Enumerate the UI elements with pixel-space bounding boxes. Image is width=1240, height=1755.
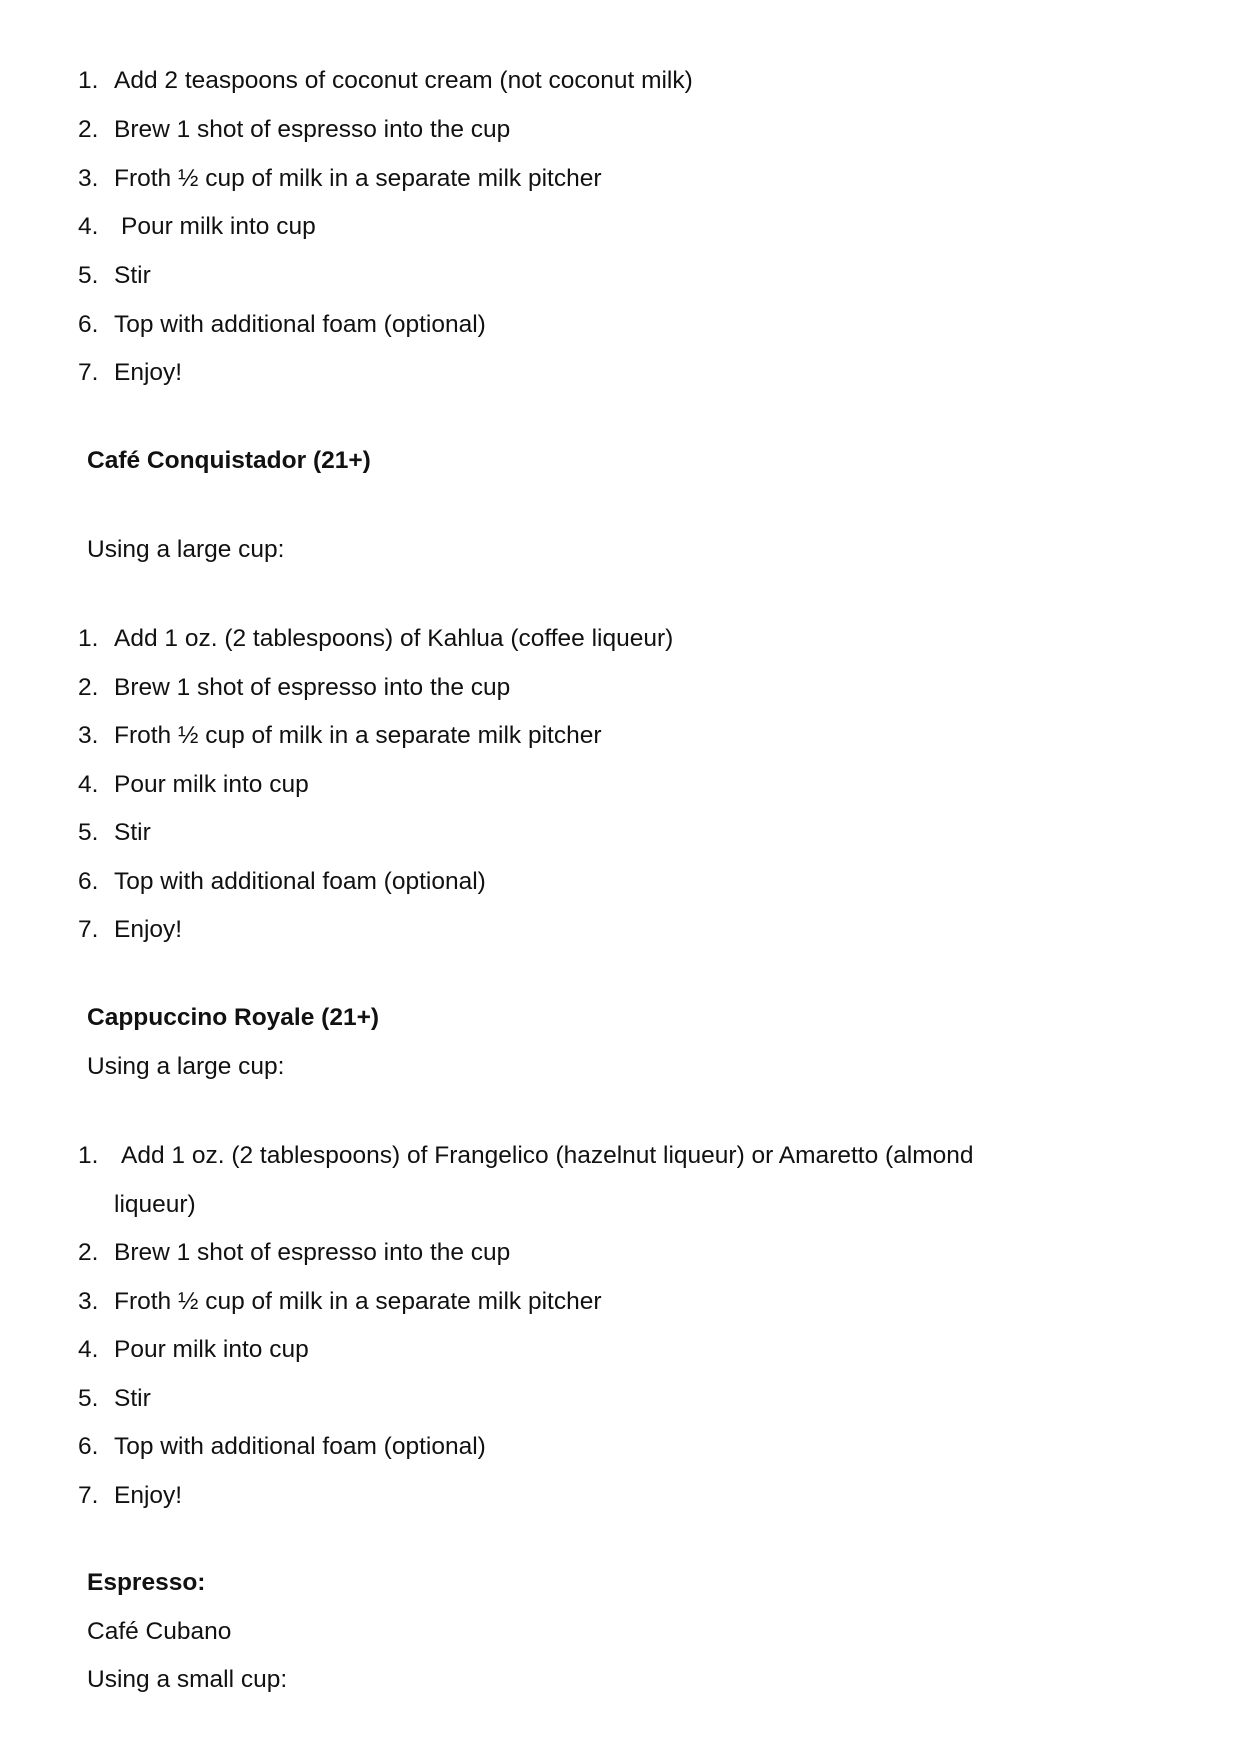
item-number: 4. [78, 1336, 99, 1363]
item-number: 3. [78, 722, 99, 749]
item-text: Stir [114, 1385, 151, 1412]
section-intro: Using a large cup: [87, 1053, 285, 1080]
item-number: 5. [78, 819, 99, 846]
item-number: 6. [78, 868, 99, 895]
item-text: Brew 1 shot of espresso into the cup [114, 1239, 511, 1266]
item-number: 1. [78, 625, 99, 652]
item-number: 3. [78, 165, 99, 192]
item-number: 2. [78, 674, 99, 701]
section-subheading: Café Cubano [87, 1618, 232, 1645]
item-text: Enjoy! [114, 359, 183, 386]
item-number: 2. [78, 1239, 99, 1266]
item-number: 5. [78, 262, 99, 289]
item-text: Enjoy! [114, 916, 183, 943]
item-number: 4. [78, 771, 99, 798]
section-intro: Using a large cup: [87, 536, 285, 563]
item-number: 1. [78, 1142, 99, 1169]
item-text: Pour milk into cup [121, 213, 316, 240]
item-text: Brew 1 shot of espresso into the cup [114, 116, 511, 143]
item-number: 5. [78, 1385, 99, 1412]
item-text: Froth ½ cup of milk in a separate milk pitcher [114, 165, 602, 192]
item-number: 6. [78, 311, 99, 338]
item-text: Brew 1 shot of espresso into the cup [114, 674, 511, 701]
item-text: Enjoy! [114, 1482, 183, 1509]
item-number: 3. [78, 1288, 99, 1315]
item-text: Froth ½ cup of milk in a separate milk pitcher [114, 1288, 602, 1315]
item-text: Add 1 oz. (2 tablespoons) of Kahlua (coffee liqueur) [114, 625, 674, 652]
item-text: Pour milk into cup [114, 1336, 309, 1363]
section-heading: Cappuccino Royale (21+) [87, 1004, 380, 1031]
item-text: Froth ½ cup of milk in a separate milk pitcher [114, 722, 602, 749]
item-text: Add 2 teaspoons of coconut cream (not coconut milk) [114, 67, 693, 94]
section-heading: Café Conquistador (21+) [87, 447, 371, 474]
section-heading: Espresso: [87, 1569, 206, 1596]
item-text: Stir [114, 262, 151, 289]
item-number: 7. [78, 359, 99, 386]
item-text: Add 1 oz. (2 tablespoons) of Frangelico (hazelnut liqueur) or Amaretto (almond [121, 1142, 974, 1169]
item-number: 2. [78, 116, 99, 143]
item-number: 7. [78, 1482, 99, 1509]
item-number: 6. [78, 1433, 99, 1460]
item-number: 7. [78, 916, 99, 943]
section-intro: Using a small cup: [87, 1666, 288, 1693]
item-number: 1. [78, 67, 99, 94]
item-text: Top with additional foam (optional) [114, 311, 486, 338]
item-text: Top with additional foam (optional) [114, 1433, 486, 1460]
item-number: 4. [78, 213, 99, 240]
item-text: Pour milk into cup [114, 771, 309, 798]
item-text: liqueur) [114, 1191, 196, 1218]
item-text: Top with additional foam (optional) [114, 868, 486, 895]
item-text: Stir [114, 819, 151, 846]
